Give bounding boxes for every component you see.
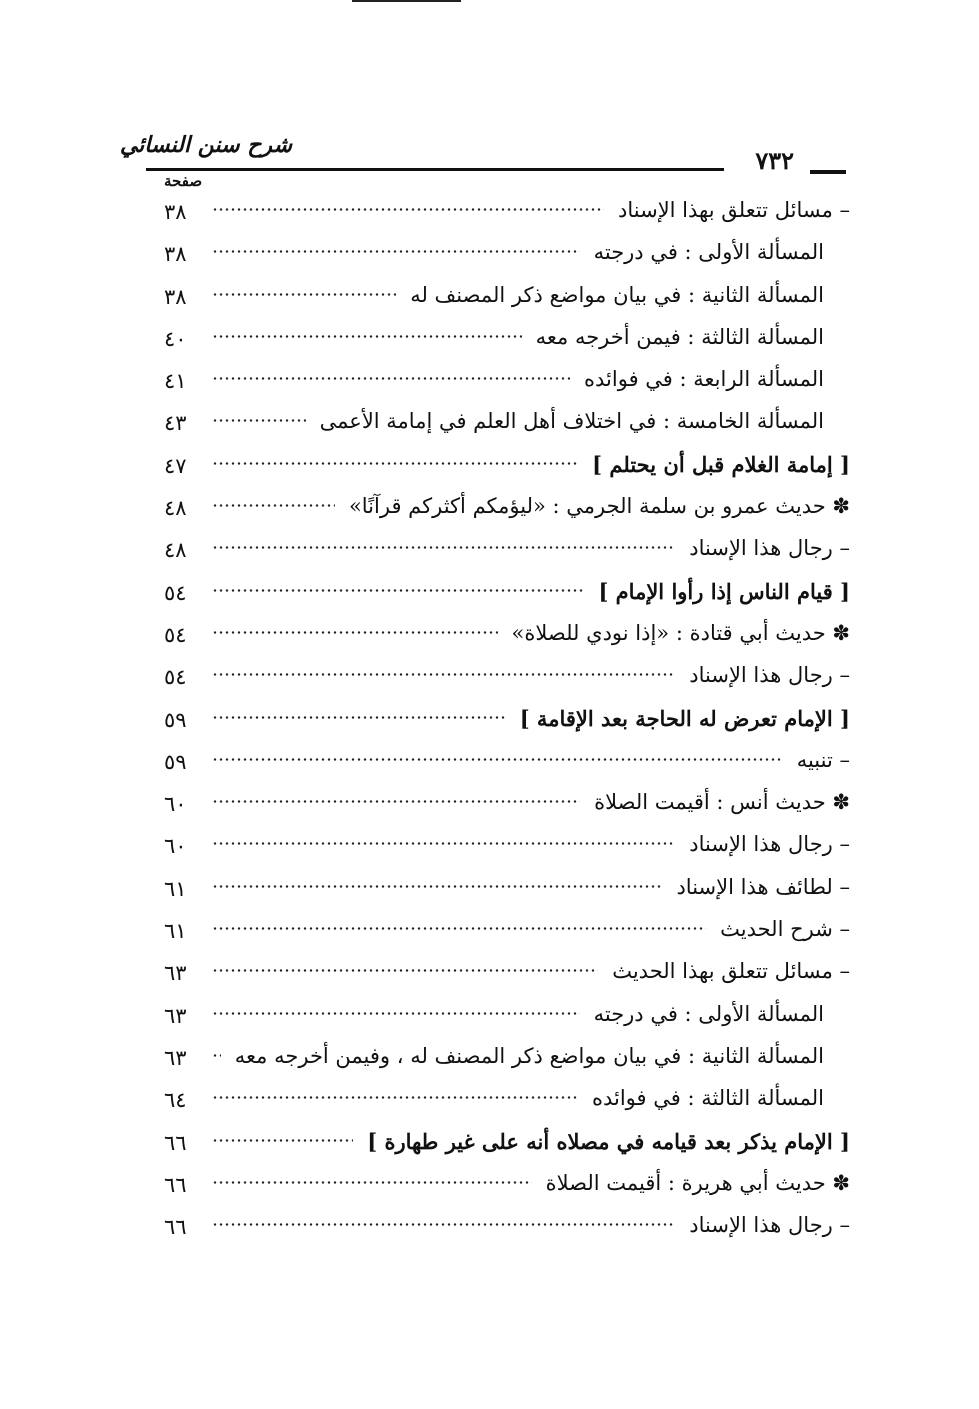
toc-entry [150, 1207, 850, 1249]
dot-leader [212, 1096, 578, 1099]
dot-leader [212, 546, 675, 549]
entry-title: ✽ حديث أبي هريرة : أقيمت الصلاة [545, 1170, 850, 1195]
entry-title: ✽ حديث أنس : أقيمت الصلاة [594, 790, 850, 815]
entry-page-number: ٦٣ [164, 961, 187, 986]
entry-title: المسألة الثالثة : فيمن أخرجه معه [535, 324, 824, 349]
top-edge-rule [352, 0, 461, 2]
toc-chapter-heading [150, 700, 850, 742]
entry-title: – رجال هذا الإسناد [689, 536, 850, 561]
entry-title: – رجال هذا الإسناد [689, 663, 850, 688]
entry-page-number: ٤٧ [164, 453, 187, 478]
entry-title: – مسائل تتعلق بهذا الإسناد [618, 198, 850, 222]
dot-leader [212, 631, 498, 634]
toc-entry [150, 615, 850, 657]
dot-leader [212, 758, 783, 761]
entry-title: – رجال هذا الإسناد [689, 832, 850, 857]
entry-page-number: ٦٦ [164, 1172, 187, 1197]
toc-entry [150, 911, 850, 953]
entry-title: [ قيام الناس إذا رأوا الإمام ] [598, 578, 850, 604]
entry-title: المسألة الأولى : في درجته [593, 240, 824, 265]
toc-entry [150, 530, 850, 572]
dot-leader [212, 800, 580, 803]
toc-chapter-heading [150, 446, 850, 488]
dot-leader [212, 1139, 353, 1142]
entry-title: – شرح الحديث [720, 917, 850, 942]
entry-page-number: ٤٨ [164, 538, 187, 563]
dot-leader [212, 842, 675, 845]
entry-title: – تنبيه [796, 747, 850, 772]
toc-entry [150, 953, 850, 995]
entry-page-number: ٥٩ [164, 707, 187, 732]
entry-page-number: ٦٣ [164, 1045, 187, 1070]
entry-page-number: ٤٨ [164, 496, 187, 521]
entry-page-number: ٦٤ [164, 1088, 187, 1113]
page-header [119, 128, 852, 190]
dot-leader [212, 504, 335, 507]
dot-leader [212, 716, 506, 719]
toc-chapter-heading [150, 1123, 850, 1165]
entry-page-number: ٤٠ [164, 326, 187, 351]
dot-leader [212, 589, 584, 592]
toc-entry [150, 319, 850, 361]
entry-title: المسألة الأولى : في درجته [593, 1001, 824, 1026]
toc-entry [150, 488, 850, 530]
entry-page-number: ٦٠ [164, 792, 187, 817]
toc-entry [150, 234, 850, 276]
entry-page-number: ٤٣ [164, 411, 187, 436]
entry-title: – لطائف هذا الإسناد [676, 874, 850, 899]
toc-entry [150, 996, 850, 1038]
entry-page-number: ٣٨ [164, 200, 187, 224]
dot-leader [212, 462, 578, 465]
entry-page-number: ٤١ [164, 369, 187, 394]
toc-entry [150, 192, 850, 234]
entry-title: [ إمامة الغلام قبل أن يحتلم ] [592, 451, 850, 477]
page-column-label: صفحة [164, 172, 203, 190]
entry-title: المسألة الثانية : في بيان مواضع ذكر المصنف له [410, 282, 824, 307]
dot-leader [212, 1012, 580, 1015]
toc-entry [150, 1080, 850, 1122]
entry-page-number: ٣٨ [164, 284, 187, 309]
dot-leader [212, 969, 598, 972]
toc-entry [150, 361, 850, 403]
entry-title: – مسائل تتعلق بهذا الحديث [612, 959, 850, 984]
toc-entry [150, 742, 850, 784]
entry-page-number: ٦١ [164, 919, 187, 944]
entry-page-number: ٥٤ [164, 665, 187, 690]
entry-page-number: ٦١ [164, 876, 187, 901]
toc-entry [150, 784, 850, 826]
entry-title: ✽ حديث أبي قتادة : «إذا نودي للصلاة» [511, 620, 850, 645]
dot-leader [212, 377, 570, 380]
table-of-contents [150, 192, 850, 1249]
entry-title: المسألة الثالثة : في فوائده [591, 1086, 824, 1111]
entry-page-number: ٥٤ [164, 622, 187, 647]
toc-entry [150, 826, 850, 868]
dot-leader [212, 335, 522, 338]
dot-leader [212, 1181, 532, 1184]
dot-leader [212, 673, 675, 676]
dot-leader [212, 927, 706, 930]
entry-page-number: ٦٦ [164, 1215, 187, 1240]
toc-chapter-heading [150, 573, 850, 615]
entry-page-number: ٥٤ [164, 580, 187, 605]
book-title: شرح سنن النسائي [119, 132, 292, 158]
entry-page-number: ٣٨ [164, 242, 187, 267]
entry-title: المسألة الثانية : في بيان مواضع ذكر المصنف له ، وفيمن أخرجه معه [234, 1043, 824, 1068]
entry-title: المسألة الرابعة : في فوائده [584, 367, 824, 392]
toc-entry [150, 277, 850, 319]
entry-page-number: ٦٠ [164, 834, 187, 859]
toc-entry [150, 403, 850, 445]
entry-title: المسألة الخامسة : في اختلاف أهل العلم في إمامة الأعمى [319, 409, 824, 434]
page-number-dash [810, 170, 846, 174]
entry-page-number: ٦٦ [164, 1130, 187, 1155]
entry-title: [ الإمام تعرض له الحاجة بعد الإقامة ] [519, 705, 850, 731]
entry-page-number: ٥٩ [164, 749, 187, 774]
toc-entry [150, 1165, 850, 1207]
entry-title: – رجال هذا الإسناد [689, 1213, 850, 1238]
entry-page-number: ٦٣ [164, 1003, 187, 1028]
entry-title: [ الإمام يذكر بعد قيامه في مصلاه أنه على غير طهارة ] [367, 1128, 850, 1154]
toc-entry [150, 1038, 850, 1080]
header-rule [146, 168, 724, 171]
dot-leader [212, 250, 580, 253]
dot-leader [212, 1223, 675, 1226]
dot-leader [212, 419, 306, 422]
page-number: ٧٣٢ [755, 146, 794, 175]
dot-leader [212, 1054, 221, 1057]
toc-entry [150, 657, 850, 699]
dot-leader [212, 293, 396, 296]
toc-entry [150, 869, 850, 911]
entry-title: ✽ حديث عمرو بن سلمة الجرمي : «ليؤمكم أكثركم قرآنًا» [348, 494, 850, 519]
dot-leader [212, 885, 662, 888]
dot-leader [212, 208, 604, 211]
